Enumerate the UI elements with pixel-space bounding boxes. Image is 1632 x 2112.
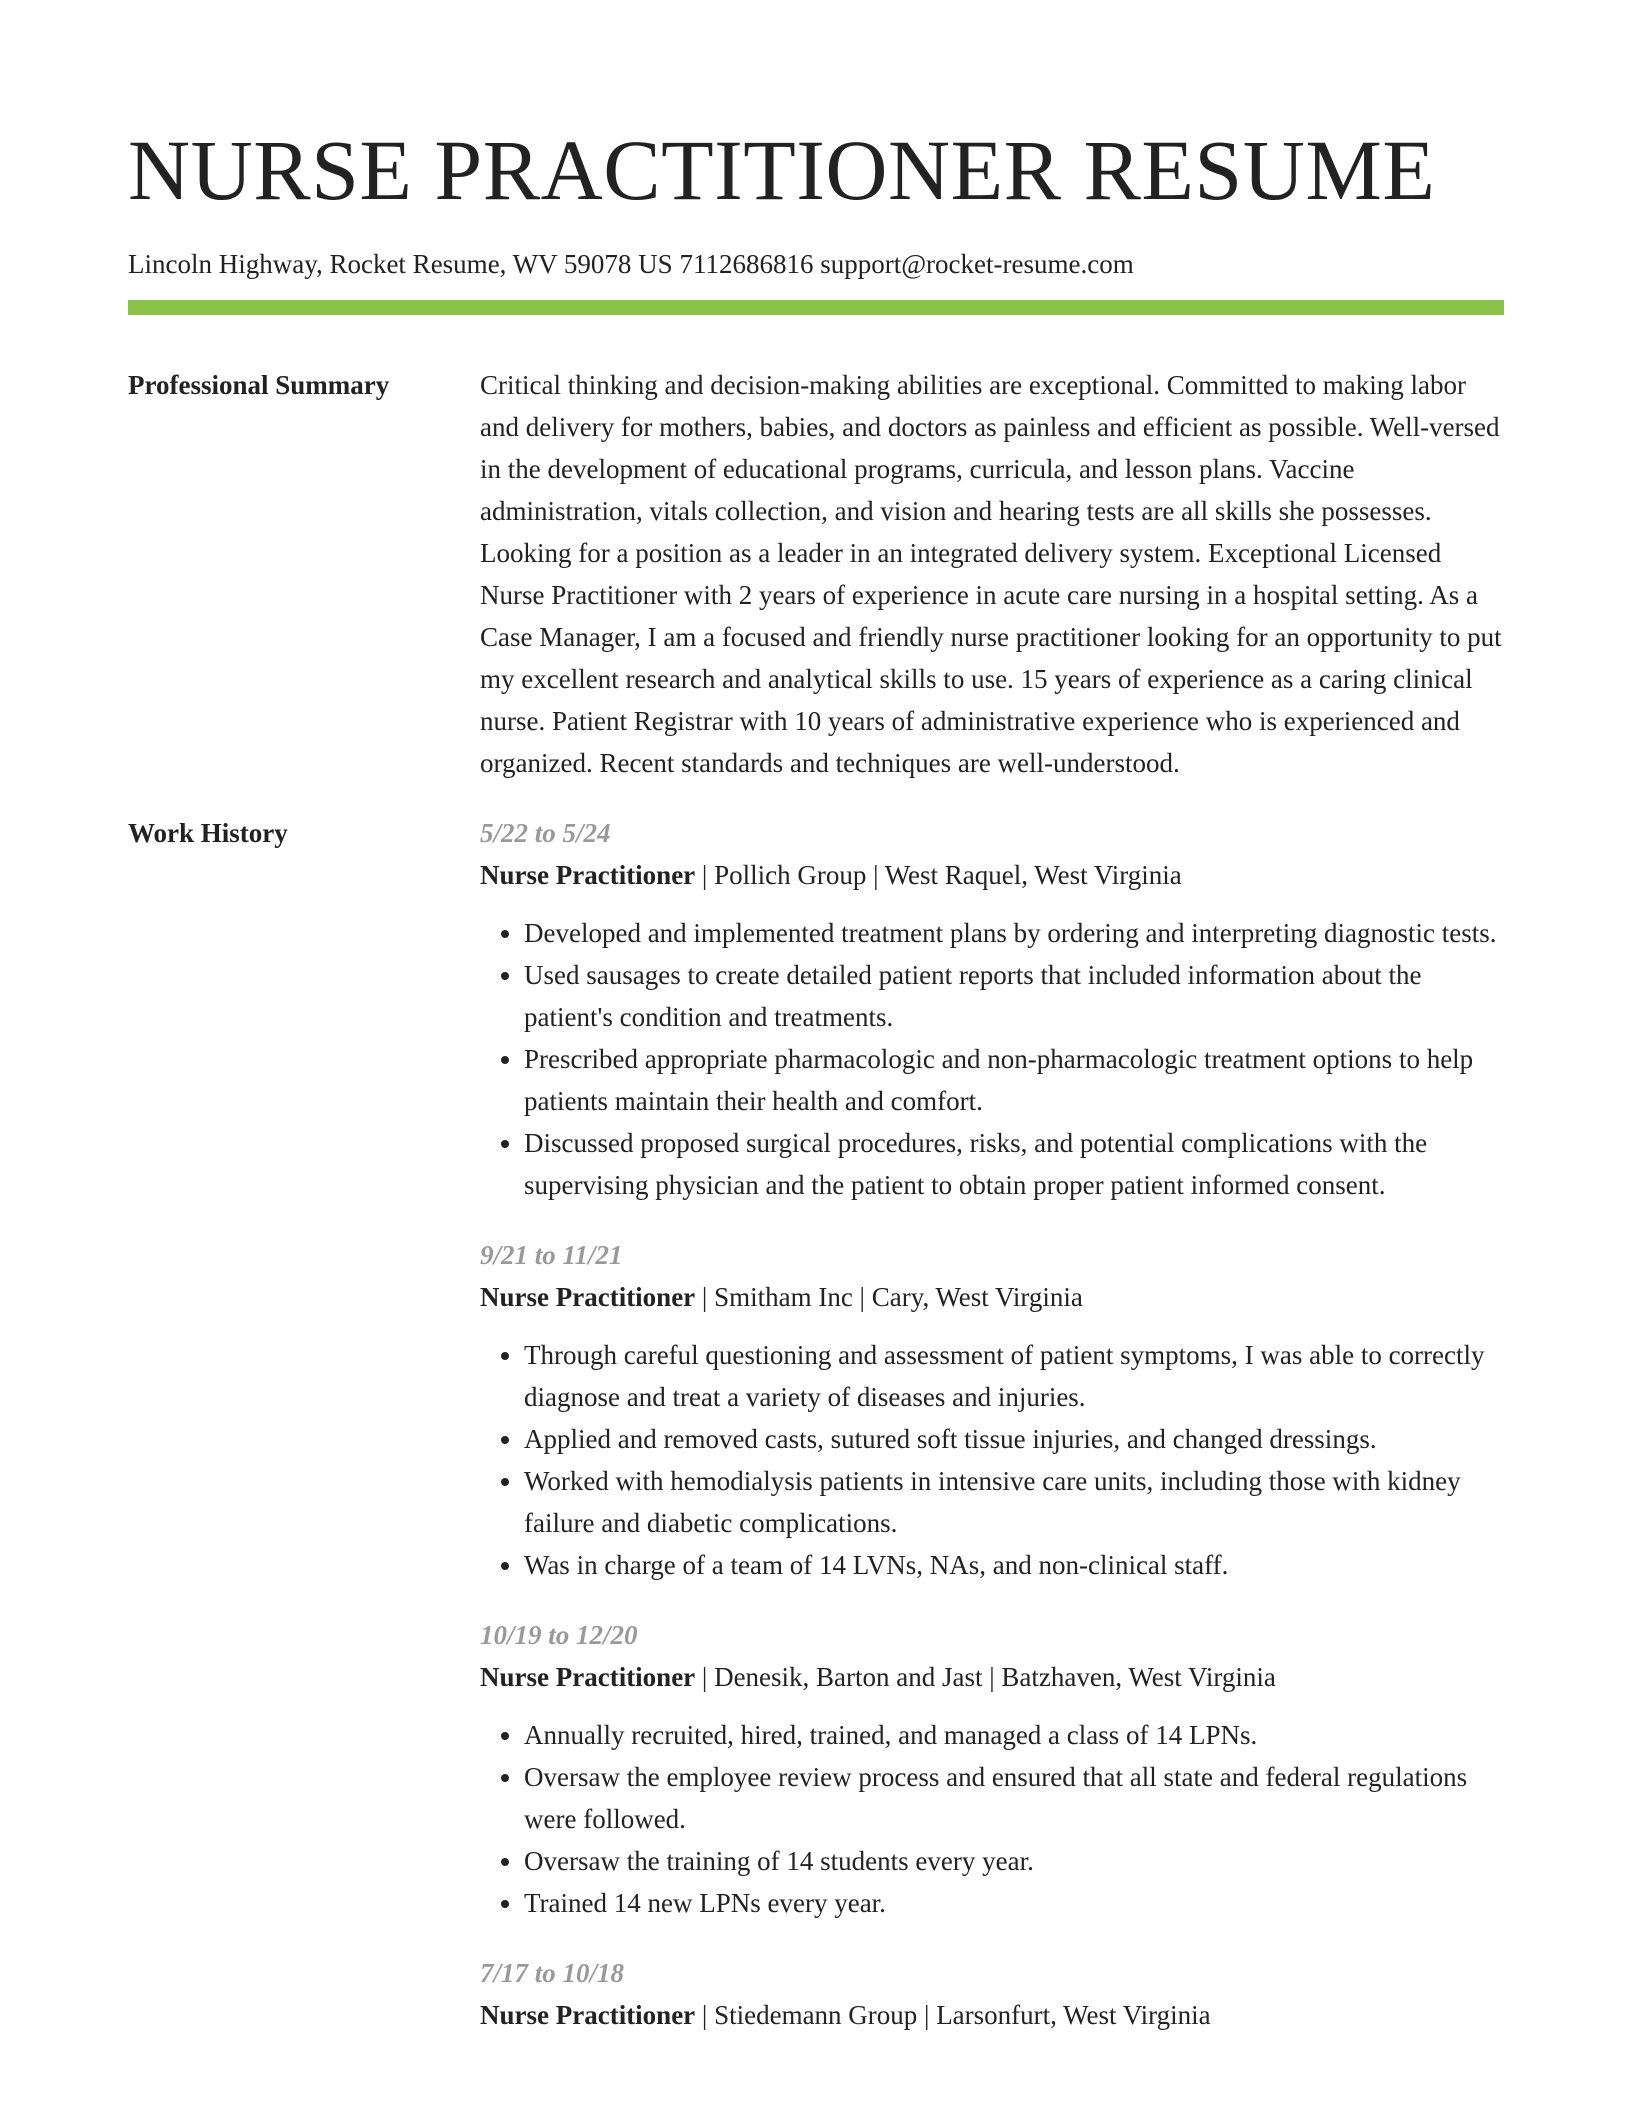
- job-entry: [480, 1952, 1504, 2036]
- job-bullets: [480, 1334, 1504, 1586]
- job-bullet: • Annually recruited, hired, trained, and managed a class of 14 LPNs.: [524, 1714, 1504, 1756]
- job-bullet: • Oversaw the employee review process and ensured that all state and federal regulations were followed.: [524, 1756, 1504, 1840]
- job-entry: [480, 1614, 1504, 1924]
- job-bullets: [480, 1714, 1504, 1924]
- job-heading: [480, 1994, 1504, 2036]
- job-title: Nurse Practitioner: [480, 1662, 696, 1692]
- resume-page: [128, 120, 1504, 2064]
- job-heading: [480, 1276, 1504, 1318]
- contact-line: Lincoln Highway, Rocket Resume, WV 59078 US 7112686816 support@rocket-resume.com: [128, 249, 1134, 279]
- job-dates: 5/22 to 5/24: [480, 818, 611, 848]
- section-heading-work: Work History: [128, 818, 288, 848]
- job-bullet: • Worked with hemodialysis patients in intensive care units, including those with kidney failure and diabetic complications.: [524, 1460, 1504, 1544]
- job-heading: [480, 854, 1504, 896]
- job-details: | Pollich Group | West Raquel, West Virginia: [695, 860, 1182, 890]
- job-title: Nurse Practitioner: [480, 1282, 696, 1312]
- job-bullet: • Developed and implemented treatment plans by ordering and interpreting diagnostic tests.: [524, 912, 1504, 954]
- job-bullet: • Trained 14 new LPNs every year.: [524, 1882, 1504, 1924]
- job-bullet: • Applied and removed casts, sutured soft tissue injuries, and changed dressings.: [524, 1418, 1504, 1460]
- job-bullet: • Used sausages to create detailed patient reports that included information about the patient's condition and treatments.: [524, 954, 1504, 1038]
- job-bullet: • Prescribed appropriate pharmacologic and non-pharmacologic treatment options to help patients maintain their health and comfort.: [524, 1038, 1504, 1122]
- job-details: | Stiedemann Group | Larsonfurt, West Virginia: [695, 2000, 1211, 2030]
- summary-body: [480, 364, 1504, 784]
- summary-text: Critical thinking and decision-making abilities are exceptional. Committed to making labor and delivery for mothers, babies, and doctors as painless and efficient as possible. Well-versed in the development of educational programs, curricula, and lesson plans. Vaccine administration, vitals collection, and vision and hearing tests are all skills she possesses. Looking for a position as a leader in an integrated delivery system. Exceptional Licensed Nurse Practitioner with 2 years of experience in acute care nursing in a hospital setting. As a Case Manager, I am a focused and friendly nurse practitioner looking for an opportunity to put my excellent research and analytical skills to use. 15 years of experience as a caring clinical nurse. Patient Registrar with 10 years of administrative experience who is experienced and organized. Recent standards and techniques are well-understood.: [480, 370, 1502, 778]
- job-entry: [480, 1234, 1504, 1586]
- work-history-section: [128, 812, 1504, 2064]
- job-bullet: • Was in charge of a team of 14 LVNs, NAs, and non-clinical staff.: [524, 1544, 1504, 1586]
- job-bullet: • Discussed proposed surgical procedures, risks, and potential complications with the supervising physician and the patient to obtain proper patient informed consent.: [524, 1122, 1504, 1206]
- job-title: Nurse Practitioner: [480, 860, 696, 890]
- job-dates: 7/17 to 10/18: [480, 1958, 625, 1988]
- job-details: | Denesik, Barton and Jast | Batzhaven, West Virginia: [695, 1662, 1276, 1692]
- job-details: | Smitham Inc | Cary, West Virginia: [695, 1282, 1083, 1312]
- job-title: Nurse Practitioner: [480, 2000, 696, 2030]
- resume-title: NURSE PRACTITIONER RESUME: [128, 122, 1436, 218]
- job-bullet: • Through careful questioning and assessment of patient symptoms, I was able to correctly diagnose and treat a variety of diseases and injuries.: [524, 1334, 1504, 1418]
- job-entry: [480, 812, 1504, 1206]
- professional-summary-section: [128, 364, 1504, 784]
- header-divider: [128, 300, 1504, 315]
- job-bullets: [480, 912, 1504, 1206]
- job-heading: [480, 1656, 1504, 1698]
- job-dates: 10/19 to 12/20: [480, 1620, 638, 1650]
- work-body: [480, 812, 1504, 2064]
- job-bullet: • Oversaw the training of 14 students every year.: [524, 1840, 1504, 1882]
- job-dates: 9/21 to 11/21: [480, 1240, 623, 1270]
- section-heading-summary: Professional Summary: [128, 370, 390, 400]
